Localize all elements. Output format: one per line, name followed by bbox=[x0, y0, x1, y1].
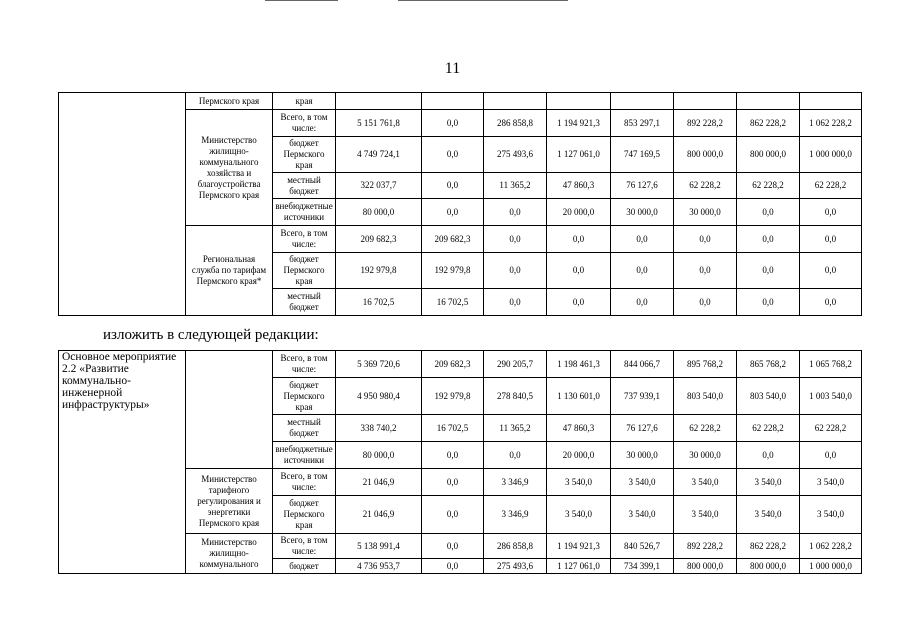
value-cell: 62 228,2 bbox=[800, 415, 862, 442]
value-cell: 0,0 bbox=[422, 442, 484, 469]
value-cell: 1 062 228,2 bbox=[800, 534, 862, 559]
value-cell: 47 860,3 bbox=[547, 415, 611, 442]
value-cell: 1 194 921,3 bbox=[547, 534, 611, 559]
source-cell: бюджет Пермского края bbox=[273, 137, 336, 173]
value-cell: 892 228,2 bbox=[674, 534, 737, 559]
value-cell bbox=[336, 93, 422, 110]
source-cell: бюджет Пермского края bbox=[273, 378, 336, 415]
value-cell: 80 000,0 bbox=[336, 199, 422, 226]
value-cell: 0,0 bbox=[484, 289, 547, 316]
value-cell: 62 228,2 bbox=[800, 173, 862, 199]
value-cell: 11 365,2 bbox=[484, 173, 547, 199]
value-cell: 3 540,0 bbox=[800, 496, 862, 534]
value-cell: 0,0 bbox=[484, 199, 547, 226]
top-rule-left bbox=[265, 0, 338, 1]
value-cell: 4 950 980,4 bbox=[336, 378, 422, 415]
value-cell: 3 540,0 bbox=[611, 469, 674, 496]
value-cell: 3 540,0 bbox=[737, 469, 800, 496]
value-cell: 0,0 bbox=[422, 137, 484, 173]
source-cell: Всего, в том числе: bbox=[273, 469, 336, 496]
value-cell: 0,0 bbox=[484, 442, 547, 469]
value-cell: 0,0 bbox=[737, 199, 800, 226]
value-cell: 62 228,2 bbox=[737, 415, 800, 442]
table-row bbox=[59, 351, 862, 378]
value-cell: 16 702,5 bbox=[336, 289, 422, 316]
value-cell: 30 000,0 bbox=[674, 199, 737, 226]
value-cell: 803 540,0 bbox=[737, 378, 800, 415]
table-row bbox=[59, 93, 862, 110]
value-cell: 0,0 bbox=[674, 289, 737, 316]
value-cell: 21 046,9 bbox=[336, 496, 422, 534]
value-cell: 286 858,8 bbox=[484, 534, 547, 559]
value-cell: 16 702,5 bbox=[422, 289, 484, 316]
value-cell: 275 493,6 bbox=[484, 559, 547, 574]
intro-text: изложить в следующей редакции: bbox=[103, 327, 319, 343]
value-cell: 747 169,5 bbox=[611, 137, 674, 173]
value-cell: 3 540,0 bbox=[800, 469, 862, 496]
source-cell: Всего, в том числе: bbox=[273, 351, 336, 378]
value-cell: 0,0 bbox=[547, 253, 611, 289]
value-cell: 840 526,7 bbox=[611, 534, 674, 559]
value-cell: 3 540,0 bbox=[737, 496, 800, 534]
value-cell: 844 066,7 bbox=[611, 351, 674, 378]
value-cell: 338 740,2 bbox=[336, 415, 422, 442]
value-cell: 286 858,8 bbox=[484, 110, 547, 137]
value-cell: 0,0 bbox=[422, 110, 484, 137]
value-cell: 30 000,0 bbox=[611, 442, 674, 469]
budget-table-top bbox=[58, 92, 862, 316]
org-cell: Региональная служба по тарифам Пермского края* bbox=[186, 226, 273, 316]
value-cell: 20 000,0 bbox=[547, 199, 611, 226]
value-cell: 1 198 461,3 bbox=[547, 351, 611, 378]
page-number: 11 bbox=[444, 60, 461, 77]
value-cell: 853 297,1 bbox=[611, 110, 674, 137]
source-cell: Всего, в том числе: bbox=[273, 226, 336, 253]
value-cell: 0,0 bbox=[800, 253, 862, 289]
value-cell: 0,0 bbox=[737, 289, 800, 316]
value-cell: 0,0 bbox=[484, 226, 547, 253]
source-cell: Всего, в том числе: bbox=[273, 110, 336, 137]
value-cell: 1 065 768,2 bbox=[800, 351, 862, 378]
value-cell: 0,0 bbox=[800, 442, 862, 469]
value-cell bbox=[547, 93, 611, 110]
value-cell: 3 540,0 bbox=[674, 469, 737, 496]
value-cell: 275 493,6 bbox=[484, 137, 547, 173]
org-cell: Министерство жилищно-коммунального хозяйства и благоустройства Пермского края bbox=[186, 110, 273, 226]
value-cell: 4 749 724,1 bbox=[336, 137, 422, 173]
value-cell: 1 000 000,0 bbox=[800, 559, 862, 574]
value-cell: 0,0 bbox=[422, 199, 484, 226]
value-cell: 734 399,1 bbox=[611, 559, 674, 574]
value-cell: 4 736 953,7 bbox=[336, 559, 422, 574]
value-cell: 209 682,3 bbox=[422, 226, 484, 253]
value-cell: 1 127 061,0 bbox=[547, 559, 611, 574]
value-cell: 800 000,0 bbox=[737, 137, 800, 173]
value-cell: 0,0 bbox=[800, 289, 862, 316]
value-cell: 895 768,2 bbox=[674, 351, 737, 378]
value-cell: 47 860,3 bbox=[547, 173, 611, 199]
value-cell: 0,0 bbox=[547, 226, 611, 253]
value-cell: 80 000,0 bbox=[336, 442, 422, 469]
value-cell: 0,0 bbox=[547, 289, 611, 316]
value-cell bbox=[422, 93, 484, 110]
source-cell: внебюджетные источники bbox=[273, 199, 336, 226]
value-cell bbox=[611, 93, 674, 110]
value-cell: 3 346,9 bbox=[484, 469, 547, 496]
value-cell: 30 000,0 bbox=[611, 199, 674, 226]
value-cell: 862 228,2 bbox=[737, 534, 800, 559]
source-cell: Всего, в том числе: bbox=[273, 534, 336, 559]
value-cell: 865 768,2 bbox=[737, 351, 800, 378]
value-cell: 0,0 bbox=[674, 253, 737, 289]
value-cell: 76 127,6 bbox=[611, 415, 674, 442]
org-cell-empty bbox=[186, 351, 273, 469]
source-cell: местный бюджет bbox=[273, 415, 336, 442]
source-cell: местный бюджет bbox=[273, 289, 336, 316]
source-cell: бюджет Пермского края bbox=[273, 496, 336, 534]
value-cell: 862 228,2 bbox=[737, 110, 800, 137]
value-cell: 800 000,0 bbox=[674, 137, 737, 173]
source-cell: края bbox=[273, 93, 336, 110]
value-cell: 0,0 bbox=[422, 559, 484, 574]
value-cell: 0,0 bbox=[484, 253, 547, 289]
value-cell: 62 228,2 bbox=[737, 173, 800, 199]
value-cell: 16 702,5 bbox=[422, 415, 484, 442]
value-cell: 0,0 bbox=[800, 226, 862, 253]
value-cell: 1 130 601,0 bbox=[547, 378, 611, 415]
value-cell: 0,0 bbox=[422, 173, 484, 199]
value-cell: 21 046,9 bbox=[336, 469, 422, 496]
value-cell: 192 979,8 bbox=[336, 253, 422, 289]
source-cell: внебюджетные источники bbox=[273, 442, 336, 469]
source-cell: бюджет Пермского края bbox=[273, 253, 336, 289]
value-cell: 192 979,8 bbox=[422, 378, 484, 415]
value-cell: 0,0 bbox=[611, 289, 674, 316]
value-cell: 209 682,3 bbox=[336, 226, 422, 253]
org-cell: Министерство тарифного регулирования и энергетики Пермского края bbox=[186, 469, 273, 534]
value-cell: 0,0 bbox=[800, 199, 862, 226]
value-cell: 0,0 bbox=[737, 253, 800, 289]
value-cell: 322 037,7 bbox=[336, 173, 422, 199]
value-cell: 5 151 761,8 bbox=[336, 110, 422, 137]
value-cell bbox=[800, 93, 862, 110]
value-cell: 892 228,2 bbox=[674, 110, 737, 137]
value-cell: 0,0 bbox=[422, 469, 484, 496]
top-table-body bbox=[59, 93, 862, 316]
activity-cell-empty bbox=[59, 93, 186, 316]
bottom-table-body bbox=[59, 351, 862, 574]
value-cell: 209 682,3 bbox=[422, 351, 484, 378]
value-cell: 5 138 991,4 bbox=[336, 534, 422, 559]
value-cell: 0,0 bbox=[611, 253, 674, 289]
value-cell: 76 127,6 bbox=[611, 173, 674, 199]
value-cell: 1 000 000,0 bbox=[800, 137, 862, 173]
value-cell: 3 540,0 bbox=[611, 496, 674, 534]
value-cell: 737 939,1 bbox=[611, 378, 674, 415]
value-cell: 3 540,0 bbox=[674, 496, 737, 534]
value-cell: 0,0 bbox=[422, 534, 484, 559]
value-cell: 290 205,7 bbox=[484, 351, 547, 378]
value-cell: 3 540,0 bbox=[547, 496, 611, 534]
value-cell: 803 540,0 bbox=[674, 378, 737, 415]
budget-table-bottom bbox=[58, 350, 862, 574]
source-cell: бюджет bbox=[273, 559, 336, 574]
value-cell: 3 346,9 bbox=[484, 496, 547, 534]
org-cell: Министерство жилищно-коммунального bbox=[186, 534, 273, 574]
activity-cell: Основное мероприятие 2.2 «Развитие коммунально-инженерной инфраструктуры» bbox=[59, 351, 186, 574]
value-cell bbox=[674, 93, 737, 110]
top-rule-right bbox=[398, 0, 568, 1]
value-cell: 800 000,0 bbox=[674, 559, 737, 574]
value-cell: 11 365,2 bbox=[484, 415, 547, 442]
value-cell: 1 127 061,0 bbox=[547, 137, 611, 173]
value-cell bbox=[737, 93, 800, 110]
value-cell bbox=[484, 93, 547, 110]
value-cell: 1 194 921,3 bbox=[547, 110, 611, 137]
value-cell: 800 000,0 bbox=[737, 559, 800, 574]
value-cell: 30 000,0 bbox=[674, 442, 737, 469]
value-cell: 1 003 540,0 bbox=[800, 378, 862, 415]
value-cell: 62 228,2 bbox=[674, 173, 737, 199]
source-cell: местный бюджет bbox=[273, 173, 336, 199]
value-cell: 192 979,8 bbox=[422, 253, 484, 289]
value-cell: 0,0 bbox=[737, 226, 800, 253]
org-cell: Пермского края bbox=[186, 93, 273, 110]
value-cell: 3 540,0 bbox=[547, 469, 611, 496]
value-cell: 20 000,0 bbox=[547, 442, 611, 469]
value-cell: 0,0 bbox=[422, 496, 484, 534]
value-cell: 5 369 720,6 bbox=[336, 351, 422, 378]
value-cell: 0,0 bbox=[611, 226, 674, 253]
value-cell: 1 062 228,2 bbox=[800, 110, 862, 137]
value-cell: 0,0 bbox=[737, 442, 800, 469]
value-cell: 278 840,5 bbox=[484, 378, 547, 415]
value-cell: 62 228,2 bbox=[674, 415, 737, 442]
value-cell: 0,0 bbox=[674, 226, 737, 253]
